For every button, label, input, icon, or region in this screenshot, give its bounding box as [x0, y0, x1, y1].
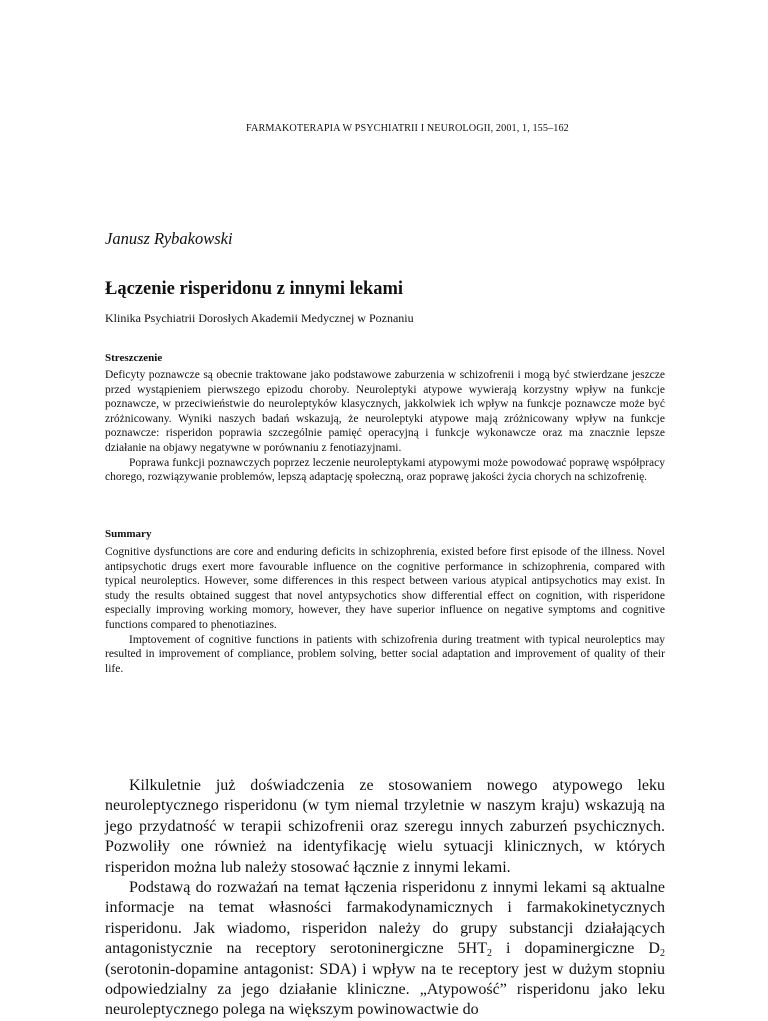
- subscript-2-serotonin: 2: [486, 948, 492, 960]
- body-paragraph-2-text-c: (serotonin-dopamine antagonist: SDA) i wpływ na te receptory jest w dużym stopniu odpowiedzialny za jego działanie kliniczne. „Atypowość” risperidonu jako leku neuroleptycznego polega na większym powinowactwie do: [105, 960, 665, 1019]
- summary-abstract: [105, 545, 665, 676]
- affiliation: Klinika Psychiatrii Dorosłych Akademii Medycznej w Poznaniu: [105, 311, 414, 325]
- body-paragraph-2-text-b: i dopaminergiczne D: [491, 940, 660, 958]
- streszczenie-heading: Streszczenie: [105, 352, 163, 364]
- summary-heading: Summary: [105, 528, 152, 540]
- streszczenie-abstract: [105, 368, 665, 485]
- body-paragraph-2-text-a: Podstawą do rozważań na temat łączenia risperidonu z innymi lekami są aktualne informacje na temat własności farmakodynamicznych i farmakokinetycznych risperidonu. Jak wiadomo, risperidon należy do grupy substancji działających antagonistycznie na receptory serotoninergiczne 5HT: [105, 879, 665, 958]
- streszczenie-paragraph-1: Deficyty poznawcze są obecnie traktowane jako podstawowe zaburzenia w schizofrenii i mogą być stwierdzane jeszcze przed wystąpieniem pierwszego epizodu choroby. Neuroleptyki atypowe wywierają korzystny wpływ na funkcje poznawcze, w przeciwieństwie do neuroleptyków klasycznych, jakkolwiek ich wpływ na funkcje poznawcze może być zróżnicowany. Wyniki naszych badań wskazują, że neuroleptyki atypowe mają zróżnicowany wpływ na funkcje poznawcze: risperidon poprawia szczególnie pamięć operacyjną i funkcje wykonawcze oraz ma znacznie lepsze działanie na objawy negatywne w porównaniu z fenotiazyjnami.: [105, 369, 665, 454]
- streszczenie-paragraph-2: Poprawa funkcji poznawczych poprzez leczenie neuroleptykami atypowymi może powodować poprawę współpracy chorego, rozwiązywanie problemów, lepszą adaptację społeczną, oraz poprawę jakości życia chorych na schizofrenię.: [105, 456, 665, 484]
- author-name: Janusz Rybakowski: [105, 229, 233, 248]
- body-paragraph-1: Kilkuletnie już doświadczenia ze stosowaniem nowego atypowego leku neuroleptycznego risperidonu (w tym niemal trzyletnie w naszym kraju) wskazują na jego przydatność w terapii schizofrenii oraz szeregu innych zaburzeń psychicznych. Pozwoliły one również na identyfikację wielu sytuacji klinicznych, w których risperidon można lub należy stosować łącznie z innymi lekami.: [105, 777, 665, 876]
- subscript-2-dopamine: 2: [660, 948, 665, 960]
- summary-paragraph-1: Cognitive dysfunctions are core and enduring deficits in schizophrenia, existed before first episode of the illness. Novel antipsychotic drugs exert more favourable influence on the cognitive performance in schizophrenia, compared with typical neuroleptics. However, some differences in this respect between various atypical antipsychotics may exist. In study the results obtained suggest that novel antypsychotics show differential effect on cognition, with risperidone especially improving working momory, however, they have superior influence on negative symptoms and cognitive functions compared to phenotiazines.: [105, 546, 665, 631]
- article-title: Łączenie risperidonu z innymi lekami: [105, 279, 404, 299]
- body-paragraph-2: [105, 878, 665, 1021]
- journal-header: FARMAKOTERAPIA W PSYCHIATRII I NEUROLOGII, 2001, 1, 155–162: [246, 123, 569, 134]
- main-text: [105, 776, 665, 1021]
- summary-paragraph-2: Imptovement of cognitive functions in patients with schizofrenia during treatment with typical neuroleptics may resulted in improvement of compliance, problem solving, better social adaptation and improvement of quality of their life.: [105, 633, 665, 675]
